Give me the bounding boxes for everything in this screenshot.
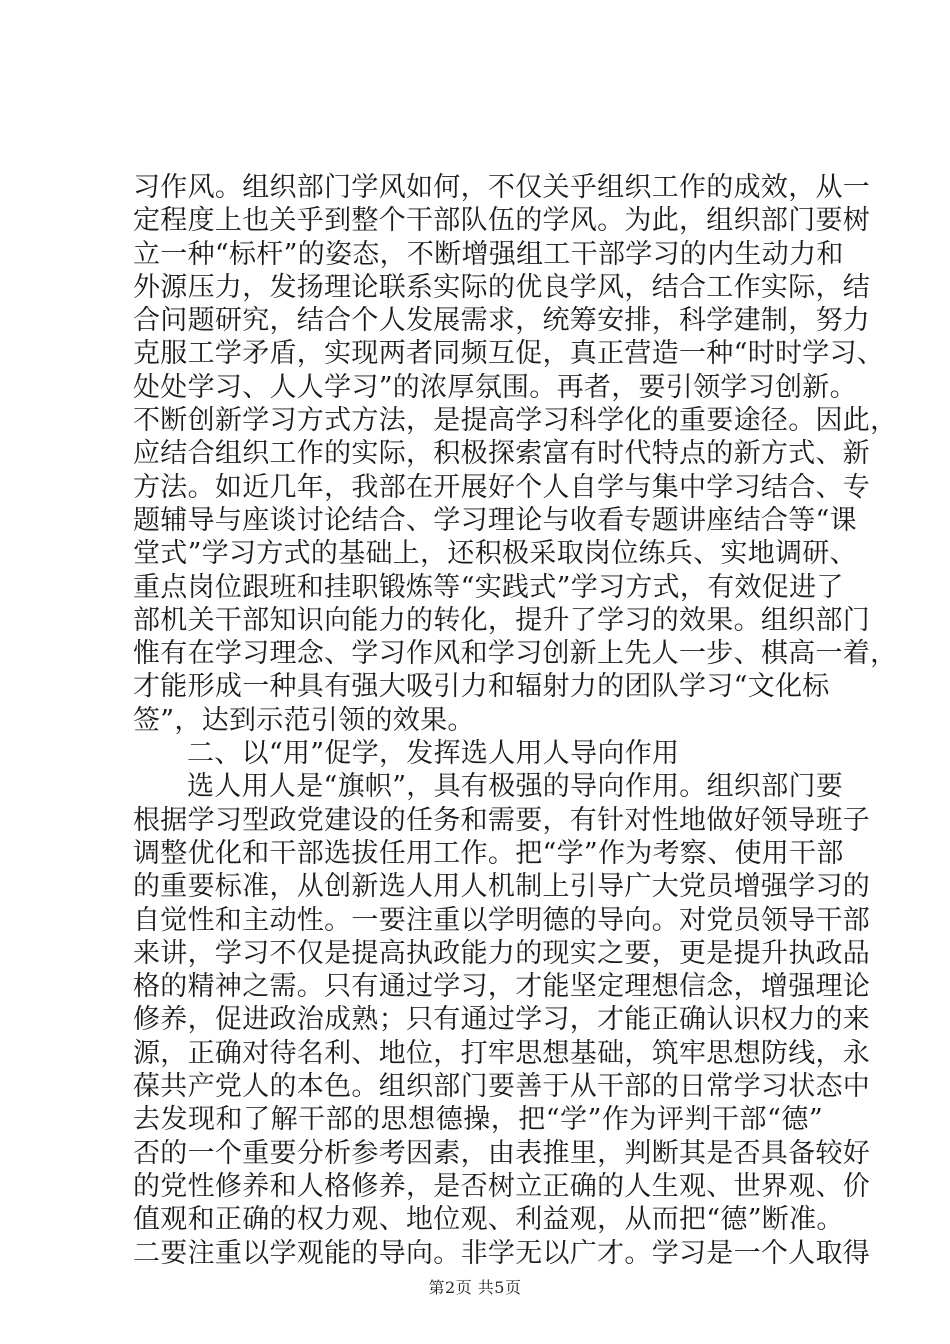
text-line: 惟有在学习理念、学习作风和学习创新上先人一步、棋高一着， [133, 638, 898, 670]
text-line: 自觉性和主动性。一要注重以学明德的导向。对党员领导干部 [133, 904, 871, 936]
document-body [133, 171, 898, 1270]
text-line: 定程度上也关乎到整个干部队伍的学风。为此，组织部门要树 [133, 205, 871, 237]
text-line: 的党性修养和人格修养，是否树立正确的人生观、世界观、价 [133, 1170, 871, 1202]
text-line: 选人用人是“旗帜”，具有极强的导向作用。组织部门要 [187, 771, 844, 803]
page-footer: 第2页 共5页 [428, 1278, 522, 1297]
text-line: 调整优化和干部选拔任用工作。把“学”作为考察、使用干部 [133, 837, 844, 869]
text-line: 去发现和了解干部的思想德操，把“学”作为评判干部“德” [133, 1104, 823, 1136]
text-line: 克服工学矛盾，实现两者同频互促，真正营造一种“时时学习、 [133, 338, 885, 370]
text-line: 题辅导与座谈讨论结合、学习理论与收看专题讲座结合等“课 [133, 504, 857, 536]
text-line: 部机关干部知识向能力的转化，提升了学习的效果。组织部门 [133, 604, 871, 636]
text-line: 值观和正确的权力观、地位观、利益观，从而把“德”断准。 [133, 1204, 844, 1236]
text-line: 立一种“标杆”的姿态，不断增强组工干部学习的内生动力和 [133, 238, 844, 270]
text-line: 来讲，学习不仅是提高执政能力的现实之要，更是提升执政品 [133, 937, 871, 969]
text-line: 源，正确对待名利、地位，打牢思想基础，筑牢思想防线，永 [133, 1037, 871, 1069]
text-line: 合问题研究，结合个人发展需求，统筹安排，科学建制，努力 [133, 305, 871, 337]
text-line: 才能形成一种具有强大吸引力和辐射力的团队学习“文化标 [133, 671, 830, 703]
text-line: 二要注重以学观能的导向。非学无以广才。学习是一个人取得 [133, 1237, 871, 1269]
text-line: 修养，促进政治成熟；只有通过学习，才能正确认识权力的来 [133, 1004, 871, 1036]
text-line: 否的一个重要分析参考因素，由表推里，判断其是否具备较好 [133, 1137, 871, 1169]
text-line: 堂式”学习方式的基础上，还积极采取岗位练兵、实地调研、 [133, 538, 857, 570]
text-line: 的重要标准，从创新选人用人机制上引导广大党员增强学习的 [133, 871, 871, 903]
text-line: 重点岗位跟班和挂职锻炼等“实践式”学习方式，有效促进了 [133, 571, 844, 603]
text-line: 根据学习型政党建设的任务和需要，有针对性地做好领导班子 [133, 804, 871, 836]
text-line: 习作风。组织部门学风如何，不仅关乎组织工作的成效，从一 [133, 172, 871, 203]
text-line: 外源压力，发扬理论联系实际的优良学风，结合工作实际，结 [133, 271, 871, 303]
text-line: 二、以“用”促学，发挥选人用人导向作用 [187, 738, 680, 770]
text-line: 方法。如近几年，我部在开展好个人自学与集中学习结合、专 [133, 471, 871, 503]
text-line: 签”，达到示范引领的效果。 [133, 704, 475, 736]
text-line: 葆共产党人的本色。组织部门要善于从干部的日常学习状态中 [133, 1071, 871, 1103]
text-line: 应结合组织工作的实际，积极探索富有时代特点的新方式、新 [133, 438, 871, 470]
text-line: 格的精神之需。只有通过学习，才能坚定理想信念，增强理论 [133, 971, 871, 1003]
text-line: 不断创新学习方式方法，是提高学习科学化的重要途径。因此， [133, 405, 898, 437]
text-line: 处处学习、人人学习”的浓厚氛围。再者，要引领学习创新。 [133, 371, 857, 403]
